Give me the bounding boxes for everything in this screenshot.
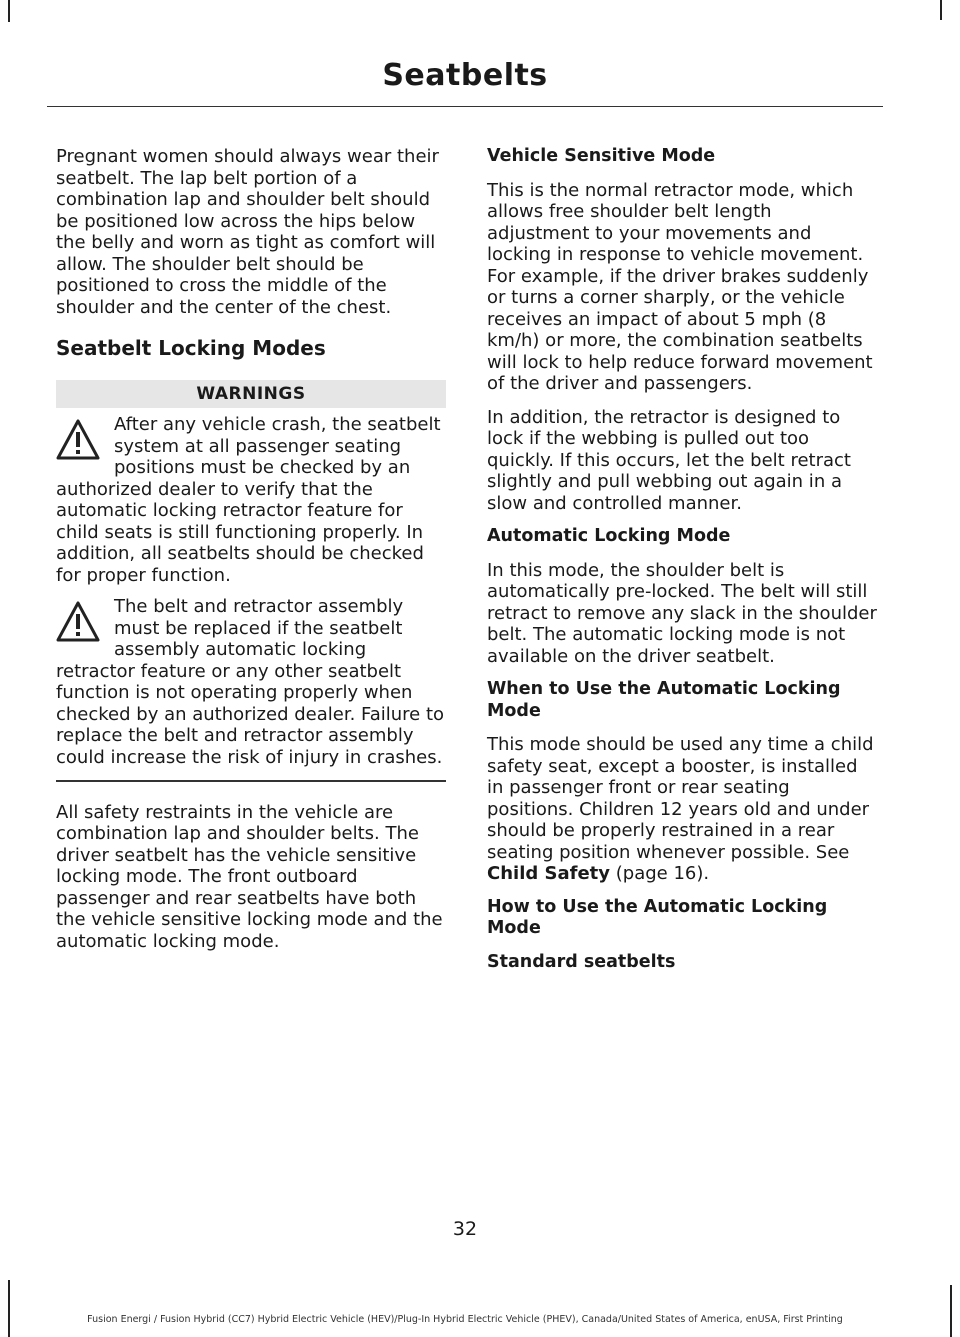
page-number: 32 bbox=[452, 1218, 478, 1240]
body-paragraph: All safety restraints in the vehicle are combination lap and shoulder belts. The driver seatbelt has the vehicle sensitive locking mode. The front outboard passenger and rear seatbelts have both the vehicle sensitive locking mode and the automatic locking mode. bbox=[56, 801, 443, 952]
subheading: How to Use the Automatic Locking Mode bbox=[487, 896, 828, 938]
header-divider bbox=[47, 106, 883, 107]
intro-paragraph: Pregnant women should always wear their seatbelt. The lap belt portion of a combination lap and shoulder belt should be positioned low across the hips below the belly and worn as tight as comfort will allow. The shoulder belt should be positioned to cross the middle of the shoulder and the center of the chest. bbox=[56, 146, 439, 318]
paragraph bbox=[487, 734, 879, 885]
subheading: Vehicle Sensitive Mode bbox=[487, 146, 716, 166]
warning-triangle-icon bbox=[56, 418, 100, 462]
warning-item bbox=[56, 596, 446, 768]
crop-mark bbox=[940, 0, 942, 20]
crop-mark bbox=[8, 1280, 10, 1337]
warnings-divider bbox=[56, 780, 446, 782]
page-title: Seatbelts bbox=[382, 58, 548, 93]
paragraph: In addition, the retractor is designed to lock if the webbing is pulled out too quickly. If this occurs, let the belt retract slightly and pull webbing out again in a slow and controlled manner. bbox=[487, 406, 851, 514]
footer-text: Fusion Energi / Fusion Hybrid (CC7) Hybrid Electric Vehicle (HEV)/Plug-In Hybrid Electric Vehicle (PHEV), Canada/United States of America, enUSA, First Printing bbox=[87, 1314, 843, 1325]
warning-text: After any vehicle crash, the seatbelt system at all passenger seating positions must be checked by an authorized dealer to verify that the automatic locking retractor feature for child seats is still functioning properly. In addition, all seatbelts should be checked for proper function. bbox=[56, 414, 441, 586]
page-reference: (page 16). bbox=[615, 863, 710, 884]
crop-mark bbox=[950, 1285, 952, 1337]
warnings-header: WARNINGS bbox=[56, 380, 446, 408]
warning-item bbox=[56, 414, 446, 586]
paragraph: In this mode, the shoulder belt is automatically pre-locked. The belt will still retract to remove any slack in the shoulder belt. The automatic locking mode is not available on the driver seatbelt. bbox=[487, 559, 877, 667]
left-column bbox=[56, 146, 446, 964]
right-column bbox=[487, 146, 879, 985]
subheading: When to Use the Automatic Locking Mode bbox=[487, 679, 841, 721]
warning-text: The belt and retractor assembly must be replaced if the seatbelt assembly automatic locking retractor feature or any other seatbelt function is not operating properly when checked by an authorized dealer. Failure to replace the belt and retractor assembly could increase the risk of injury in crashes. bbox=[56, 596, 445, 768]
subheading: Automatic Locking Mode bbox=[487, 526, 731, 546]
paragraph: This is the normal retractor mode, which allows free shoulder belt length adjustment to your movements and locking in response to vehicle movement. For example, if the driver brakes suddenly or turns a corner sharply, or the vehicle receives an impact of about 5 mph (8 km/h) or more, the combination seatbelts will lock to help reduce forward movement of the driver and passengers. bbox=[487, 179, 873, 394]
paragraph-text: This mode should be used any time a child safety seat, except a booster, is installed in passenger front or rear seating positions. Children 12 years old and under should be properly restrained in a rear seating position whenever possible. See bbox=[487, 734, 874, 863]
cross-reference-link[interactable]: Child Safety bbox=[487, 863, 611, 884]
crop-mark bbox=[8, 0, 10, 22]
warning-triangle-icon bbox=[56, 600, 100, 644]
subheading: Standard seatbelts bbox=[487, 951, 676, 972]
section-heading: Seatbelt Locking Modes bbox=[56, 336, 326, 360]
